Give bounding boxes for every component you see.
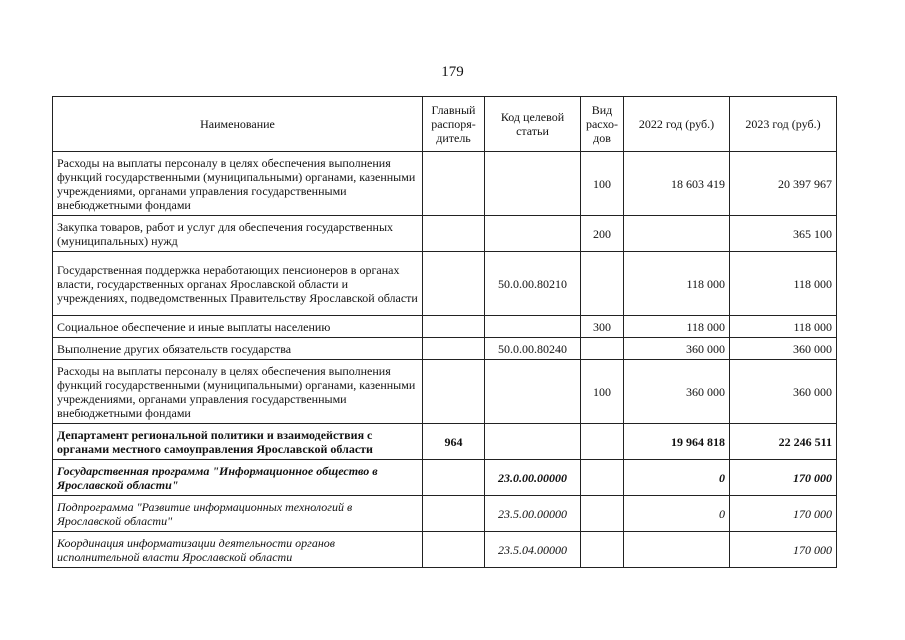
row-name: Государственная поддержка неработающих пенсионеров в органах власти, государственных органах Ярославской области и учреждениях, подведомственных Правительству Ярославской области (53, 252, 423, 316)
table-row (53, 252, 837, 316)
row-code (485, 316, 581, 338)
header-year-2023: 2023 год (руб.) (730, 97, 837, 152)
row-manager: 964 (423, 424, 485, 460)
row-code: 23.5.04.00000 (485, 532, 581, 568)
header-name: Наименование (53, 97, 423, 152)
table-row (53, 360, 837, 424)
row-2023: 118 000 (730, 252, 837, 316)
table-row (53, 216, 837, 252)
row-code: 23.0.00.00000 (485, 460, 581, 496)
row-type: 200 (581, 216, 624, 252)
row-manager (423, 360, 485, 424)
row-manager (423, 252, 485, 316)
page-number: 179 (441, 64, 464, 80)
row-2022: 0 (624, 460, 730, 496)
row-manager (423, 532, 485, 568)
row-name: Государственная программа "Информационное общество в Ярославской области" (53, 460, 423, 496)
row-name: Департамент региональной политики и взаимодействия с органами местного самоуправления Ярославской области (53, 424, 423, 460)
row-2023: 20 397 967 (730, 152, 837, 216)
row-2022: 0 (624, 496, 730, 532)
row-2023: 365 100 (730, 216, 837, 252)
row-type (581, 496, 624, 532)
table-row (53, 532, 837, 568)
row-2022 (624, 216, 730, 252)
table-row (53, 338, 837, 360)
row-code (485, 152, 581, 216)
row-name: Закупка товаров, работ и услуг для обеспечения государственных (муниципальных) нужд (53, 216, 423, 252)
row-code: 50.0.00.80240 (485, 338, 581, 360)
row-2023: 170 000 (730, 496, 837, 532)
row-manager (423, 152, 485, 216)
row-type (581, 532, 624, 568)
table-row (53, 496, 837, 532)
row-type: 100 (581, 152, 624, 216)
row-type (581, 460, 624, 496)
header-year-2022: 2022 год (руб.) (624, 97, 730, 152)
row-2022: 360 000 (624, 338, 730, 360)
row-name: Социальное обеспечение и иные выплаты населению (53, 316, 423, 338)
row-2023: 360 000 (730, 360, 837, 424)
row-code (485, 216, 581, 252)
row-type (581, 338, 624, 360)
row-name: Расходы на выплаты персоналу в целях обеспечения выполнения функций государственными (муниципальными) органами, казенными учреждениями, органами управления государственными внебюджетными фондами (53, 152, 423, 216)
table-row (53, 460, 837, 496)
row-type (581, 424, 624, 460)
row-manager (423, 216, 485, 252)
row-type (581, 252, 624, 316)
row-code: 50.0.00.80210 (485, 252, 581, 316)
table-row (53, 316, 837, 338)
row-2022 (624, 532, 730, 568)
table-row (53, 424, 837, 460)
row-manager (423, 338, 485, 360)
row-manager (423, 460, 485, 496)
row-2023: 170 000 (730, 460, 837, 496)
row-2023: 170 000 (730, 532, 837, 568)
row-2023: 22 246 511 (730, 424, 837, 460)
header-expense-type: Вид расхо-дов (581, 97, 624, 152)
row-manager (423, 316, 485, 338)
row-name: Координация информатизации деятельности органов исполнительной власти Ярославской области (53, 532, 423, 568)
row-name: Подпрограмма "Развитие информационных технологий в Ярославской области" (53, 496, 423, 532)
row-2022: 18 603 419 (624, 152, 730, 216)
table-header-row (53, 97, 837, 152)
row-2022: 19 964 818 (624, 424, 730, 460)
row-type: 300 (581, 316, 624, 338)
budget-table (52, 96, 837, 568)
header-target-code: Код целевой статьи (485, 97, 581, 152)
row-code (485, 360, 581, 424)
row-code: 23.5.00.00000 (485, 496, 581, 532)
row-code (485, 424, 581, 460)
row-name: Выполнение других обязательств государства (53, 338, 423, 360)
table-row (53, 152, 837, 216)
row-2022: 118 000 (624, 252, 730, 316)
row-2022: 118 000 (624, 316, 730, 338)
header-main-manager: Главный распоря-дитель (423, 97, 485, 152)
row-2023: 360 000 (730, 338, 837, 360)
row-type: 100 (581, 360, 624, 424)
row-2022: 360 000 (624, 360, 730, 424)
row-2023: 118 000 (730, 316, 837, 338)
row-name: Расходы на выплаты персоналу в целях обеспечения выполнения функций государственными (муниципальными) органами, казенными учреждениями, органами управления государственными внебюджетными фондами (53, 360, 423, 424)
row-manager (423, 496, 485, 532)
